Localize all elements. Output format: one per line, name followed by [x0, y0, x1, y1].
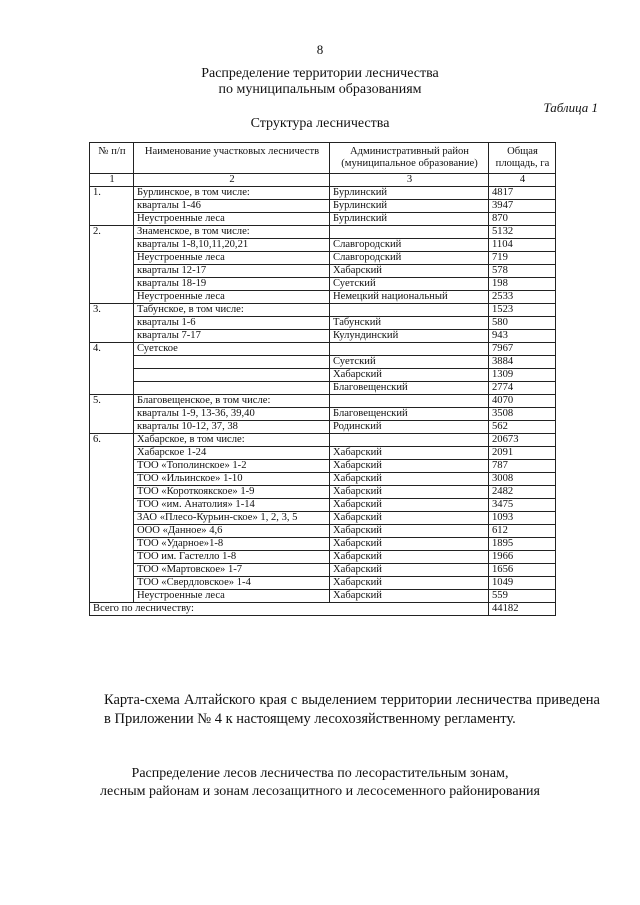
area-cell: 559 — [489, 590, 556, 603]
area-cell: 787 — [489, 460, 556, 473]
district-cell: Хабарский — [330, 512, 489, 525]
table-row — [90, 486, 556, 499]
lesnichestvo-name-cell — [134, 369, 330, 382]
table-row — [90, 382, 556, 395]
table-row — [90, 460, 556, 473]
area-cell: 2774 — [489, 382, 556, 395]
district-cell: Бурлинский — [330, 213, 489, 226]
table-row — [90, 187, 556, 200]
lesnichestvo-name-cell: Неустроенные леса — [134, 590, 330, 603]
table-row — [90, 226, 556, 239]
district-cell — [330, 226, 489, 239]
district-cell: Суетский — [330, 356, 489, 369]
area-cell: 719 — [489, 252, 556, 265]
lesnichestvo-name-cell: кварталы 1-9, 13-36, 39,40 — [134, 408, 330, 421]
table-row — [90, 330, 556, 343]
area-cell: 2533 — [489, 291, 556, 304]
row-number-cell: 6. — [90, 434, 134, 447]
row-number-cell — [90, 369, 134, 382]
next-section-heading-line-2: лесным районам и зонам лесозащитного и лесосеменного районирования — [100, 784, 540, 799]
total-label: Всего по лесничеству: — [90, 603, 489, 616]
lesnichestvo-name-cell: ТОО «Свердловское» 1-4 — [134, 577, 330, 590]
district-cell: Хабарский — [330, 551, 489, 564]
area-cell: 3884 — [489, 356, 556, 369]
lesnichestvo-name-cell: ТОО «Короткоякское» 1-9 — [134, 486, 330, 499]
table-row — [90, 525, 556, 538]
row-number-cell — [90, 265, 134, 278]
table-row — [90, 408, 556, 421]
row-number-cell — [90, 330, 134, 343]
row-number-cell — [90, 382, 134, 395]
table-row — [90, 512, 556, 525]
lesnichestvo-name-cell — [134, 382, 330, 395]
row-number-cell — [90, 447, 134, 460]
lesnichestvo-name-cell: Неустроенные леса — [134, 213, 330, 226]
table-row — [90, 551, 556, 564]
table-row — [90, 395, 556, 408]
row-number-cell: 1. — [90, 187, 134, 200]
area-cell: 1309 — [489, 369, 556, 382]
district-cell: Благовещенский — [330, 382, 489, 395]
row-number-cell: 3. — [90, 304, 134, 317]
row-number-cell — [90, 473, 134, 486]
lesnichestvo-name-cell: ТОО «им. Анатолия» 1-14 — [134, 499, 330, 512]
header-name: Наименование участковых лесничеств — [134, 143, 330, 174]
district-cell: Хабарский — [330, 369, 489, 382]
area-cell: 578 — [489, 265, 556, 278]
district-cell: Хабарский — [330, 564, 489, 577]
table-total-row — [90, 603, 556, 616]
district-cell — [330, 395, 489, 408]
area-cell: 1895 — [489, 538, 556, 551]
table-row — [90, 278, 556, 291]
district-cell: Славгородский — [330, 252, 489, 265]
district-cell: Хабарский — [330, 447, 489, 460]
section-heading-line-2: по муниципальным образованиям — [218, 82, 422, 97]
district-cell: Хабарский — [330, 499, 489, 512]
district-cell: Суетский — [330, 278, 489, 291]
row-number-cell — [90, 408, 134, 421]
column-number: 2 — [134, 174, 330, 187]
table-caption: Таблица 1 — [543, 100, 598, 115]
area-cell: 612 — [489, 525, 556, 538]
table-title: Структура лесничества — [250, 116, 390, 131]
row-number-cell — [90, 421, 134, 434]
row-number-cell: 2. — [90, 226, 134, 239]
lesnichestvo-name-cell — [134, 356, 330, 369]
row-number-cell: 4. — [90, 343, 134, 356]
header-district: Административный район (муниципальное образование) — [330, 143, 489, 174]
table-row — [90, 200, 556, 213]
table-column-number-row — [90, 174, 556, 187]
lesnichestvo-name-cell: кварталы 12-17 — [134, 265, 330, 278]
row-number-cell — [90, 551, 134, 564]
column-number: 4 — [489, 174, 556, 187]
district-cell: Хабарский — [330, 265, 489, 278]
row-number-cell — [90, 538, 134, 551]
lesnichestvo-name-cell: Благовещенское, в том числе: — [134, 395, 330, 408]
row-number-cell — [90, 577, 134, 590]
row-number-cell — [90, 200, 134, 213]
next-section-heading-line-1: Распределение лесов лесничества по лесорастительным зонам, — [131, 766, 509, 781]
area-cell: 1093 — [489, 512, 556, 525]
area-cell: 198 — [489, 278, 556, 291]
lesnichestvo-name-cell: кварталы 7-17 — [134, 330, 330, 343]
area-cell: 3947 — [489, 200, 556, 213]
table-row — [90, 291, 556, 304]
area-cell: 1049 — [489, 577, 556, 590]
district-cell — [330, 434, 489, 447]
table-header-row — [90, 143, 556, 174]
district-cell — [330, 304, 489, 317]
table-row — [90, 369, 556, 382]
lesnichestvo-name-cell: Хабарское 1-24 — [134, 447, 330, 460]
lesnichestvo-name-cell: ТОО им. Гастелло 1-8 — [134, 551, 330, 564]
row-number-cell — [90, 278, 134, 291]
table-row — [90, 499, 556, 512]
table-row — [90, 590, 556, 603]
district-cell: Хабарский — [330, 525, 489, 538]
page-number: 8 — [316, 42, 324, 57]
district-cell: Бурлинский — [330, 187, 489, 200]
lesnichestvo-name-cell: ЗАО «Плесо-Курьин-ское» 1, 2, 3, 5 — [134, 512, 330, 525]
table-row — [90, 356, 556, 369]
lesnichestvo-name-cell: ТОО «Тополинское» 1-2 — [134, 460, 330, 473]
lesnichestvo-name-cell: ТОО «Мартовское» 1-7 — [134, 564, 330, 577]
area-cell: 1523 — [489, 304, 556, 317]
district-cell: Кулундинский — [330, 330, 489, 343]
header-area: Общая площадь, га — [489, 143, 556, 174]
table-row — [90, 577, 556, 590]
area-cell: 2091 — [489, 447, 556, 460]
row-number-cell — [90, 317, 134, 330]
lesnichestvo-name-cell: Неустроенные леса — [134, 252, 330, 265]
area-cell: 562 — [489, 421, 556, 434]
row-number-cell — [90, 564, 134, 577]
header-number: № п/п — [90, 143, 134, 174]
area-cell: 943 — [489, 330, 556, 343]
lesnichestvo-name-cell: ТОО «Ильинское» 1-10 — [134, 473, 330, 486]
district-cell: Благовещенский — [330, 408, 489, 421]
area-cell: 1104 — [489, 239, 556, 252]
district-cell: Хабарский — [330, 577, 489, 590]
district-cell: Хабарский — [330, 460, 489, 473]
district-cell: Хабарский — [330, 473, 489, 486]
area-cell: 2482 — [489, 486, 556, 499]
table-row — [90, 304, 556, 317]
table-row — [90, 421, 556, 434]
table-row — [90, 239, 556, 252]
table-body — [90, 187, 556, 616]
lesnichestvo-name-cell: кварталы 10-12, 37, 38 — [134, 421, 330, 434]
row-number-cell — [90, 499, 134, 512]
row-number-cell — [90, 590, 134, 603]
row-number-cell — [90, 460, 134, 473]
table-row — [90, 434, 556, 447]
area-cell: 4070 — [489, 395, 556, 408]
district-cell: Табунский — [330, 317, 489, 330]
district-cell: Хабарский — [330, 486, 489, 499]
column-number: 3 — [330, 174, 489, 187]
table-row — [90, 538, 556, 551]
row-number-cell — [90, 252, 134, 265]
table-row — [90, 213, 556, 226]
table-row — [90, 265, 556, 278]
lesnichestvo-name-cell: Неустроенные леса — [134, 291, 330, 304]
area-cell: 1656 — [489, 564, 556, 577]
table-row — [90, 473, 556, 486]
area-cell: 4817 — [489, 187, 556, 200]
lesnichestvo-name-cell: Табунское, в том числе: — [134, 304, 330, 317]
district-cell: Хабарский — [330, 590, 489, 603]
table-row — [90, 343, 556, 356]
district-cell: Хабарский — [330, 538, 489, 551]
row-number-cell — [90, 525, 134, 538]
lesnichestvo-name-cell: ООО «Данное» 4,6 — [134, 525, 330, 538]
section-heading-line-1: Распределение территории лесничества — [201, 66, 439, 81]
table-row — [90, 317, 556, 330]
district-cell — [330, 343, 489, 356]
area-cell: 870 — [489, 213, 556, 226]
row-number-cell — [90, 356, 134, 369]
row-number-cell — [90, 213, 134, 226]
column-number: 1 — [90, 174, 134, 187]
area-cell: 3508 — [489, 408, 556, 421]
area-cell: 1966 — [489, 551, 556, 564]
district-cell: Родинский — [330, 421, 489, 434]
forestry-structure-table-container — [89, 142, 555, 616]
table-row — [90, 252, 556, 265]
lesnichestvo-name-cell: кварталы 1-6 — [134, 317, 330, 330]
row-number-cell — [90, 512, 134, 525]
lesnichestvo-name-cell: Бурлинское, в том числе: — [134, 187, 330, 200]
row-number-cell — [90, 291, 134, 304]
area-cell: 3475 — [489, 499, 556, 512]
row-number-cell — [90, 486, 134, 499]
lesnichestvo-name-cell: кварталы 1-46 — [134, 200, 330, 213]
lesnichestvo-name-cell: кварталы 1-8,10,11,20,21 — [134, 239, 330, 252]
total-value: 44182 — [489, 603, 556, 616]
table-row — [90, 564, 556, 577]
table-row — [90, 447, 556, 460]
area-cell: 3008 — [489, 473, 556, 486]
row-number-cell — [90, 239, 134, 252]
lesnichestvo-name-cell: ТОО «Ударное»1-8 — [134, 538, 330, 551]
district-cell: Бурлинский — [330, 200, 489, 213]
lesnichestvo-name-cell: Хабарское, в том числе: — [134, 434, 330, 447]
area-cell: 7967 — [489, 343, 556, 356]
district-cell: Немецкий национальный — [330, 291, 489, 304]
map-reference-paragraph: Карта-схема Алтайского края с выделением территории лесничества приведена в Приложении № 4 к настоящему лесохозяйственному регламенту. — [104, 692, 600, 727]
lesnichestvo-name-cell: Знаменское, в том числе: — [134, 226, 330, 239]
row-number-cell: 5. — [90, 395, 134, 408]
area-cell: 5132 — [489, 226, 556, 239]
area-cell: 20673 — [489, 434, 556, 447]
lesnichestvo-name-cell: Суетское — [134, 343, 330, 356]
district-cell: Славгородский — [330, 239, 489, 252]
area-cell: 580 — [489, 317, 556, 330]
lesnichestvo-name-cell: кварталы 18-19 — [134, 278, 330, 291]
forestry-structure-table — [89, 142, 556, 616]
